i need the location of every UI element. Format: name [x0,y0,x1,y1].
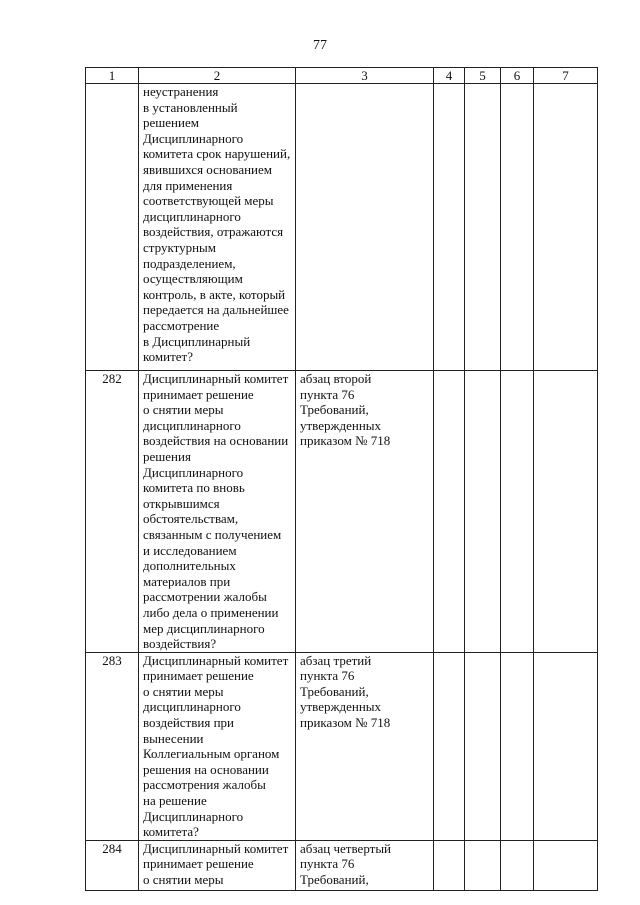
cell-text-line: рассмотрение [143,317,220,333]
cell-text-line: Требований, [300,872,369,887]
cell-text-line: решения на основании [143,761,269,777]
answer-cell-col-6 [501,84,534,371]
cell-text-line: для применения [143,177,233,193]
cell-text-line: Дисциплинарного [143,130,244,146]
answer-cell-col-4 [434,84,465,371]
cell-text-line: связанным с получением [143,526,282,542]
row-number [86,84,139,371]
row-number: 282 [86,371,139,653]
header-col-1: 1 [86,68,139,84]
cell-text-line: дисциплинарного [143,699,241,715]
cell-text-line: утвержденных [300,417,382,433]
cell-text-line: абзац второй [300,371,372,386]
cell-text-line: мер дисциплинарного [143,620,265,636]
cell-text-line: либо дела о применении [143,604,279,620]
header-col-6: 6 [501,68,534,84]
answer-cell-col-7 [534,371,598,653]
cell-text-line: Требований, [300,683,369,699]
question-cell [139,84,296,371]
cell-text-line: открывшимся [143,495,220,511]
cell-text-line: вынесении [143,730,204,746]
cell-text-line: структурным [143,239,217,255]
cell-text-line: явившихся основанием [143,161,273,177]
header-col-7: 7 [534,68,598,84]
cell-text-line: о снятии меры [143,872,224,887]
requirements-table [85,67,598,891]
answer-cell-col-7 [534,840,598,890]
cell-text-line: в установленный [143,99,238,115]
cell-text-line: принимает решение [143,856,254,872]
cell-text-line: Дисциплинарный комитет [143,652,289,668]
cell-text-line: комитета по вновь [143,480,245,496]
cell-text-line: и исследованием [143,542,237,558]
cell-text-line: неустранения [143,84,219,99]
answer-cell-col-7 [534,652,598,840]
answer-cell-col-6 [501,371,534,653]
header-row [86,68,598,84]
table-row [86,371,598,653]
answer-cell-col-4 [434,371,465,653]
cell-text-line: комитета? [143,824,199,840]
reference-cell [296,84,434,371]
cell-text-line: осуществляющим [143,271,243,287]
cell-text-line: контроль, в акте, который [143,286,286,302]
table-row [86,840,598,890]
question-cell [139,652,296,840]
question-cell [139,840,296,890]
cell-text-line: принимает решение [143,386,254,402]
cell-text-line: утвержденных [300,699,382,715]
answer-cell-col-6 [501,652,534,840]
cell-text-line: воздействия? [143,636,217,652]
cell-text-line: абзац третий [300,652,372,668]
cell-text-line: рассмотрения жалобы [143,777,266,793]
row-number: 284 [86,840,139,890]
cell-text-line: Коллегиальным органом [143,746,280,762]
page-number: 77 [313,38,327,53]
reference-cell [296,371,434,653]
cell-text-line: воздействия на основании [143,433,289,449]
cell-text-line: пункта 76 [300,386,355,402]
cell-text-line: решения [143,448,191,464]
cell-text-line: решением [143,115,199,131]
header-col-3: 3 [296,68,434,84]
cell-text-line: подразделением, [143,255,236,271]
cell-text-line: Дисциплинарный комитет [143,371,289,386]
header-col-5: 5 [465,68,501,84]
cell-text-line: передается на дальнейшее [143,302,289,318]
cell-text-line: воздействия, отражаются [143,224,284,240]
cell-text-line: воздействия при [143,715,234,731]
reference-cell [296,652,434,840]
cell-text-line: о снятии меры [143,683,224,699]
cell-text-line: Дисциплинарный комитет [143,840,289,856]
cell-text-line: пункта 76 [300,856,355,872]
cell-text-line: дисциплинарного [143,208,241,224]
reference-cell [296,840,434,890]
answer-cell-col-5 [465,652,501,840]
cell-text-line: рассмотрении жалобы [143,589,267,605]
cell-text-line: абзац четвертый [300,840,392,856]
answer-cell-col-4 [434,840,465,890]
answer-cell-col-4 [434,652,465,840]
answer-cell-col-7 [534,84,598,371]
cell-text-line: комитет? [143,349,193,365]
answer-cell-col-6 [501,840,534,890]
cell-text-line: дисциплинарного [143,417,241,433]
answer-cell-col-5 [465,371,501,653]
cell-text-line: принимает решение [143,668,254,684]
cell-text-line: обстоятельствам, [143,511,239,527]
question-cell [139,371,296,653]
cell-text-line: соответствующей меры [143,193,274,209]
cell-text-line: пункта 76 [300,668,355,684]
cell-text-line: Требований, [300,402,369,418]
cell-text-line: в Дисциплинарный [143,333,251,349]
cell-text-line: о снятии меры [143,402,224,418]
cell-text-line: приказом № 718 [300,433,391,449]
header-col-2: 2 [139,68,296,84]
cell-text-line: Дисциплинарного [143,464,244,480]
cell-text-line: Дисциплинарного [143,808,244,824]
row-number: 283 [86,652,139,840]
cell-text-line: приказом № 718 [300,715,391,731]
cell-text-line: на решение [143,793,207,809]
answer-cell-col-5 [465,84,501,371]
table-row [86,84,598,371]
header-col-4: 4 [434,68,465,84]
cell-text-line: дополнительных [143,558,236,574]
cell-text-line: комитета срок нарушений, [143,146,291,162]
table-row [86,652,598,840]
cell-text-line: материалов при [143,573,231,589]
answer-cell-col-5 [465,840,501,890]
